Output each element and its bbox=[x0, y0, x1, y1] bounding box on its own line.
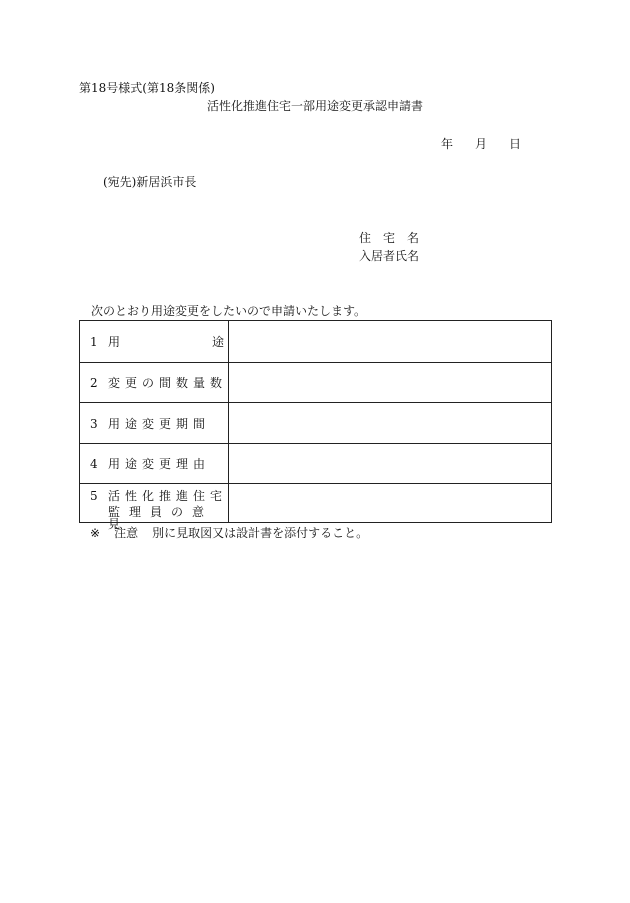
row-label-cell bbox=[80, 403, 229, 443]
resident-name-label: 入居者氏名 bbox=[359, 249, 420, 263]
date-month-label: 月 bbox=[475, 137, 488, 151]
row-label: 用途変更理由 bbox=[108, 457, 211, 471]
row-label: 用途変更期間 bbox=[108, 417, 211, 431]
note-text: 別に見取図又は設計書を添付すること。 bbox=[152, 526, 369, 540]
date-line bbox=[441, 138, 521, 150]
application-table bbox=[79, 320, 552, 531]
change-reason-value-cell[interactable] bbox=[229, 444, 551, 483]
row-label-cell bbox=[80, 321, 229, 362]
note-mark: ※ bbox=[90, 526, 101, 540]
row-label: 変更の間数量数 bbox=[108, 376, 228, 390]
table-row bbox=[80, 321, 551, 362]
row-label-cell bbox=[80, 484, 229, 531]
row-number: 3 bbox=[90, 417, 98, 431]
room-count-value-cell[interactable] bbox=[229, 363, 551, 402]
change-period-value-cell[interactable] bbox=[229, 403, 551, 443]
row-number: 1 bbox=[90, 335, 98, 349]
usage-value-cell[interactable] bbox=[229, 321, 551, 362]
row-label: 活性化推進住宅 bbox=[108, 489, 228, 503]
row-label: 用 bbox=[108, 335, 121, 349]
document-title: 活性化推進住宅一部用途変更承認申請書 bbox=[207, 99, 424, 113]
row-label-cell bbox=[80, 363, 229, 402]
row-number: 4 bbox=[90, 457, 98, 471]
note-heading: 注意 bbox=[114, 526, 139, 540]
note bbox=[90, 527, 368, 539]
form-number: 第18号様式(第18条関係) bbox=[79, 81, 215, 95]
table-row bbox=[80, 362, 551, 402]
table-row bbox=[80, 402, 551, 443]
date-year-label: 年 bbox=[441, 137, 454, 151]
residence-name-label: 住 宅 名 bbox=[359, 231, 420, 245]
intro-text: 次のとおり用途変更をしたいので申請いたします。 bbox=[91, 304, 367, 318]
row-label-line2: 監理員の意見 bbox=[108, 505, 214, 531]
date-day-label: 日 bbox=[509, 137, 522, 151]
addressee: (宛先)新居浜市長 bbox=[103, 175, 197, 189]
row-label-end: 途 bbox=[212, 335, 225, 349]
table-row bbox=[80, 483, 551, 531]
row-label-cell bbox=[80, 444, 229, 483]
row-number: 2 bbox=[90, 376, 98, 390]
row-number: 5 bbox=[90, 489, 98, 503]
supervisor-opinion-value-cell[interactable] bbox=[229, 484, 551, 522]
table-row bbox=[80, 443, 551, 483]
